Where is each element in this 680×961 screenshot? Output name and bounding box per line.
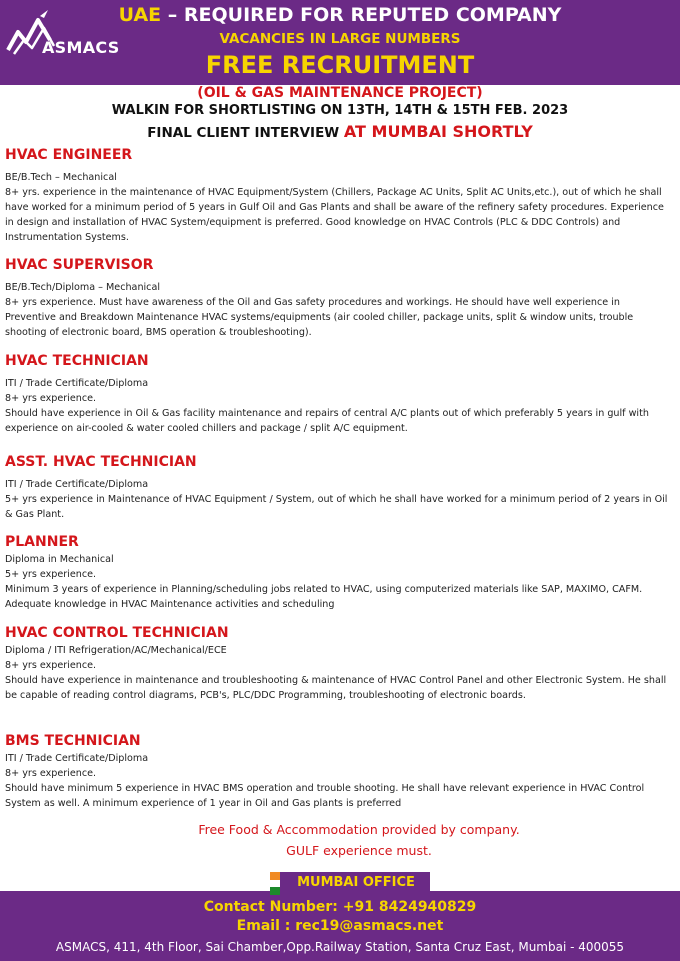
job-experience: 8+ yrs experience.: [5, 768, 97, 779]
job-description: Should have experience in maintenance and troubleshooting & maintenance of HVAC Control Panel and other Electronic System. He shall be capable of reading control diagrams, PCB's, PLC/DDC Programming, troubleshooting of electronic boards.: [5, 675, 667, 701]
job-hvac-supervisor: [5, 255, 673, 351]
job-qualification: Diploma / ITI Refrigeration/AC/Mechanical/ECE: [5, 645, 227, 656]
job-title: HVAC SUPERVISOR: [5, 257, 154, 273]
job-description: 8+ yrs experience. Must have awareness of the Oil and Gas safety procedures and workings. He should have well experience in Preventive and Breakdown Maintenance HVAC systems/equipments (air cooled chiller, package units, split & window units, trouble shooting of electronic board, BMS operation & troubleshooting).: [5, 297, 634, 338]
job-experience: 5+ yrs experience.: [5, 569, 97, 580]
food-note: Free Food & Accommodation provided by company.: [198, 822, 520, 837]
project-label: (OIL & GAS MAINTENANCE PROJECT): [197, 85, 483, 101]
headline: [0, 4, 680, 26]
job-hvac-engineer: [5, 145, 673, 255]
job-qualification: ITI / Trade Certificate/Diploma: [5, 479, 149, 490]
job-experience: 8+ yrs experience.: [5, 660, 97, 671]
contact-number: Contact Number: +91 8424940829: [203, 899, 477, 915]
job-title: HVAC CONTROL TECHNICIAN: [5, 625, 229, 641]
job-hvac-control-technician: [5, 623, 673, 731]
job-experience: 8+ yrs experience.: [5, 393, 97, 404]
job-title: PLANNER: [5, 534, 79, 550]
free-recruitment-title: FREE RECRUITMENT: [205, 51, 475, 79]
headline-country: UAE: [118, 4, 162, 26]
job-title: HVAC ENGINEER: [5, 147, 133, 163]
job-title: BMS TECHNICIAN: [5, 733, 141, 749]
job-description: Should have minimum 5 experience in HVAC BMS operation and trouble shooting. He shall have relevant experience in HVAC Control System as well. A minimum experience of 1 year in Oil and Gas plants is preferred: [5, 783, 645, 809]
job-bms-technician: [5, 731, 673, 819]
job-asst-hvac-technician: [5, 452, 673, 532]
job-qualification: BE/B.Tech/Diploma – Mechanical: [5, 282, 161, 293]
job-qualification: ITI / Trade Certificate/Diploma: [5, 753, 149, 764]
job-hvac-technician: [5, 351, 673, 452]
vacancies-subtitle: VACANCIES IN LARGE NUMBERS: [219, 31, 461, 47]
gulf-note: GULF experience must.: [286, 843, 432, 858]
job-description: Minimum 3 years of experience in Planning/scheduling jobs related to HVAC, using computerized materials like SAP, MAXIMO, CAFM. Adequate knowledge in HVAC Maintenance activities and scheduling: [5, 584, 643, 610]
job-title: HVAC TECHNICIAN: [5, 353, 149, 369]
job-title: ASST. HVAC TECHNICIAN: [5, 454, 197, 470]
job-description: 5+ yrs experience in Maintenance of HVAC Equipment / System, out of which he shall have worked for a minimum period of 2 years in Oil & Gas Plant.: [5, 494, 668, 520]
office-address: ASMACS, 411, 4th Floor, Sai Chamber,Opp.Railway Station, Santa Cruz East, Mumbai - 400055: [55, 940, 625, 954]
india-flag-icon: [270, 872, 280, 895]
job-list: [5, 145, 673, 819]
office-label: MUMBAI OFFICE: [297, 875, 415, 890]
job-qualification: Diploma in Mechanical: [5, 554, 114, 565]
job-qualification: ITI / Trade Certificate/Diploma: [5, 378, 149, 389]
interview-prefix: FINAL CLIENT INTERVIEW: [147, 125, 340, 141]
job-description: Should have experience in Oil & Gas facility maintenance and repairs of central A/C plants out of which preferably 5 years in gulf with experience on air-cooled & water cooled chillers and package / split A/C equipment.: [5, 408, 649, 434]
job-qualification: BE/B.Tech – Mechanical: [5, 172, 117, 183]
walkin-dates: WALKIN FOR SHORTLISTING ON 13TH, 14TH & 15TH FEB. 2023: [111, 103, 569, 118]
interview-place: AT MUMBAI SHORTLY: [343, 122, 533, 141]
job-description: 8+ yrs. experience in the maintenance of HVAC Equipment/System (Chillers, Package AC Units, Split AC Units,etc.), out of which he shall have worked for a minimum period of 5 years in Gulf Oil and Gas Plants and shall be aware of the refinery safety procedures. Experience in design and installation of HVAC System/equipment is preferred. Good knowledge on HVAC Controls (PLC & DDC Controls) and Instrumentation Systems.: [5, 187, 664, 243]
headline-rest: – REQUIRED FOR REPUTED COMPANY: [167, 4, 562, 26]
header-banner: [0, 0, 680, 85]
job-planner: [5, 532, 673, 623]
contact-email: Email : rec19@asmacs.net: [236, 918, 444, 934]
interview-line: [0, 122, 680, 141]
brand-name: ASMACS: [42, 38, 120, 57]
